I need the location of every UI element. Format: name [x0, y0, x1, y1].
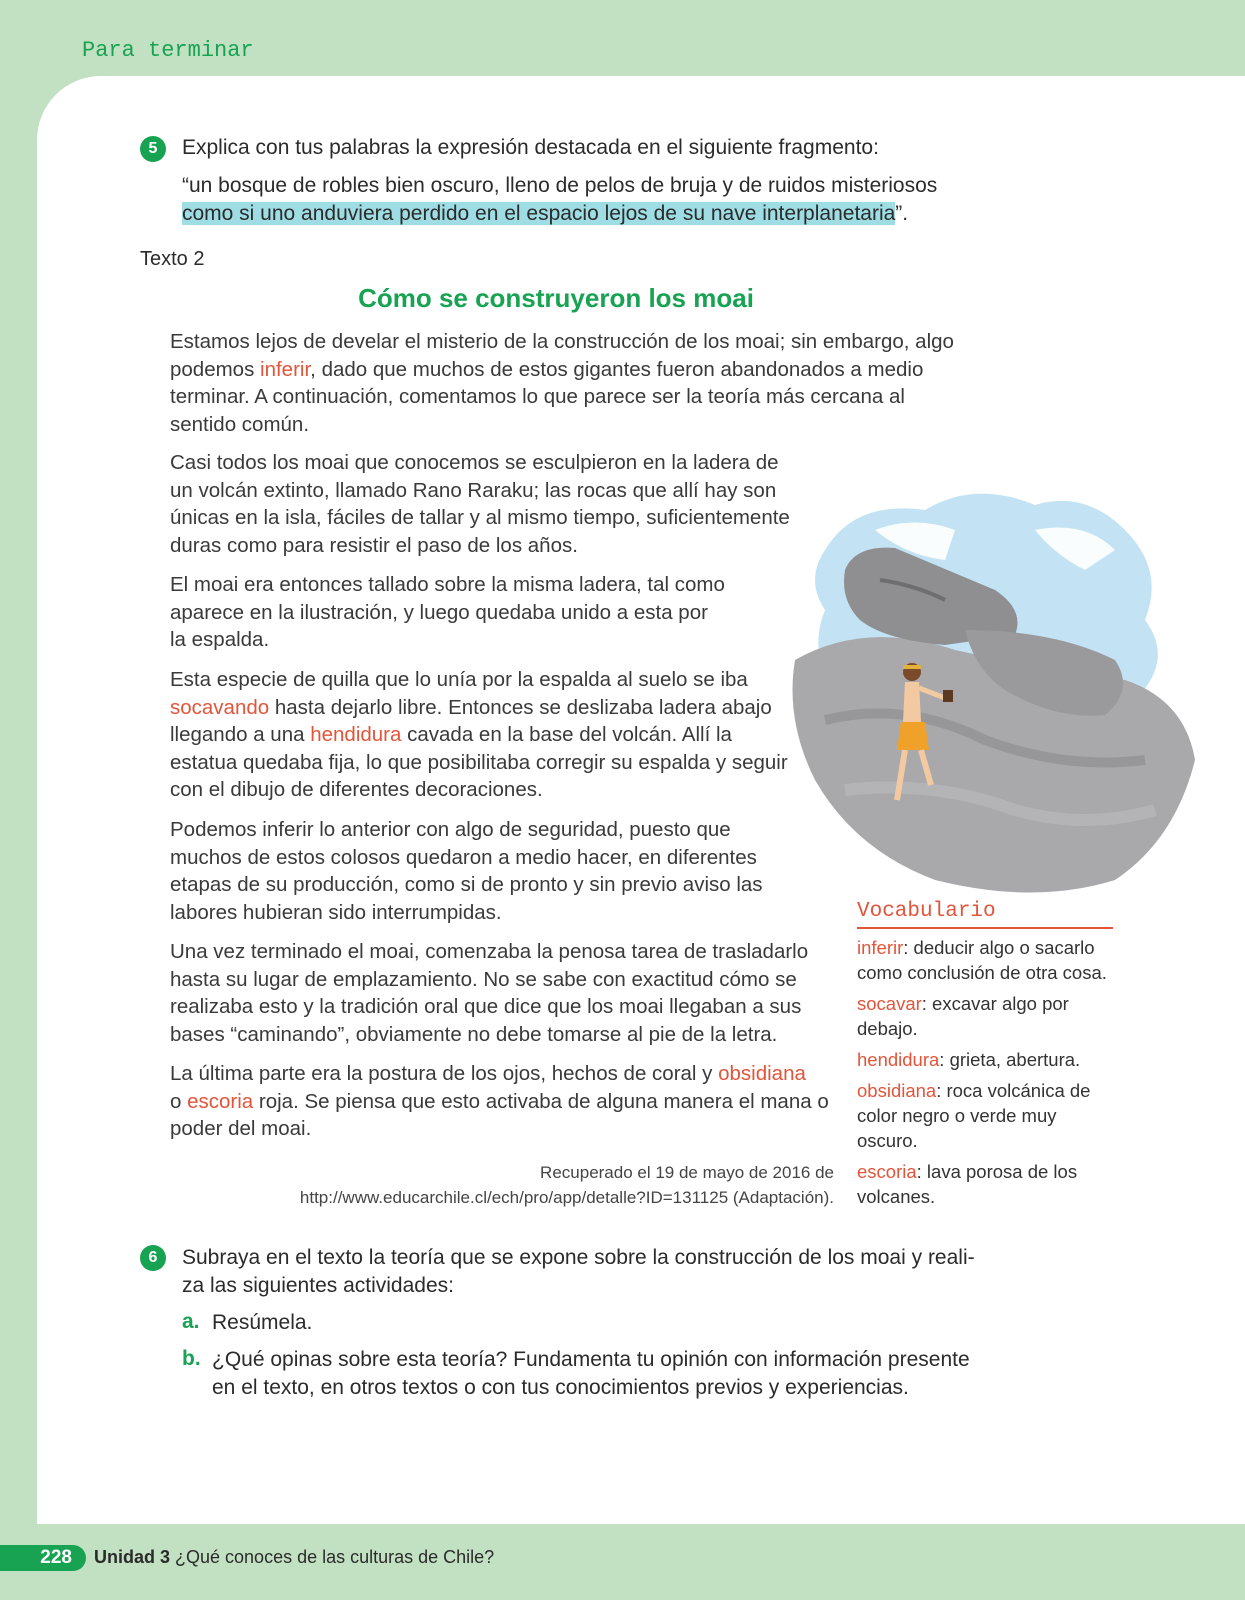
left-margin-strip — [0, 76, 14, 806]
p6-line-b: hasta su lugar de emplazamiento. No se sabe con exactitud cómo se — [170, 967, 797, 991]
paragraph-5 — [170, 816, 810, 926]
vocabulary-title: Vocabulario — [857, 900, 1113, 929]
texto-label: Texto 2 — [140, 248, 205, 270]
p4-line-a: Esta especie de quilla que lo unía por la espalda al suelo se iba — [170, 668, 748, 691]
vocab-term: obsidiana — [857, 1080, 937, 1101]
paragraph-6 — [170, 938, 830, 1048]
vocab-definition: : deducir algo o sacarlo como conclusión de otra cosa. — [857, 937, 1107, 983]
p6-line-a: Una vez terminado el moai, comenzaba la penosa tarea de trasladarlo — [170, 940, 809, 963]
p1-line-b-post: , dado que muchos de estos gigantes fueron abandonados a medio — [310, 357, 924, 381]
page-number: 228 — [0, 1545, 86, 1571]
p2-line-b: un volcán extinto, llamado Rano Raraku; las rocas que allí hay son — [170, 478, 777, 502]
p4-line-c-pre: llegando a una — [170, 723, 311, 746]
question-5-badge: 5 — [140, 136, 166, 162]
source-line-1: Recuperado el 19 de mayo de 2016 de — [540, 1163, 834, 1182]
vocab-entry-socavar — [857, 991, 1113, 1041]
p2-line-d: duras como para resistir el paso de los años. — [170, 533, 578, 557]
question-5-quote — [182, 172, 982, 228]
source-citation — [180, 1160, 834, 1210]
q6-line-2: za las siguientes actividades: — [182, 1274, 454, 1297]
source-line-2: http://www.educarchile.cl/ech/pro/app/detalle?ID=131125 (Adaptación). — [299, 1188, 834, 1207]
question-6-badge: 6 — [140, 1245, 166, 1271]
unit-label: Unidad 3 — [94, 1547, 171, 1567]
p5-line-a: Podemos inferir lo anterior con algo de seguridad, puesto que — [170, 818, 731, 841]
quote-end: ”. — [895, 202, 909, 225]
section-title: Para terminar — [82, 38, 254, 63]
vocab-term: hendidura — [857, 1049, 940, 1070]
p2-line-c: únicas en la isla, fáciles de tallar y al mismo tiempo, suficientemente — [170, 506, 790, 529]
quote-highlight: como si uno anduviera perdido en el espacio lejos de su nave interplanetaria — [182, 202, 896, 225]
unit-title: ¿Qué conoces de las culturas de Chile? — [170, 1547, 495, 1567]
p1-line-a: Estamos lejos de develar el misterio de la construcción de los moai; sin embargo, algo — [170, 330, 954, 353]
p7-line-c: poder del moai. — [170, 1117, 312, 1140]
p4-line-c-post: cavada en la base del volcán. Allí la — [401, 723, 732, 746]
p2-line-a: Casi todos los moai que conocemos se esculpieron en la ladera de — [170, 451, 779, 474]
p4-line-d: estatua quedaba fija, lo que posibilitaba corregir su espalda y seguir — [170, 750, 788, 774]
vocab-entry-hendidura — [857, 1047, 1113, 1072]
p6-line-d: bases “caminando”, obviamente no debe tomarse al pie de la letra. — [170, 1022, 778, 1046]
p4-line-e: con el dibujo de diferentes decoraciones. — [170, 778, 543, 801]
vocab-word-socavando: socavando — [170, 695, 270, 719]
p5-line-d: labores hubieran sido interrumpidas. — [170, 900, 502, 924]
q6-b-line-2: en el texto, en otros textos o con tus conocimientos previos y experiencias. — [212, 1376, 909, 1399]
question-6-prompt — [182, 1244, 982, 1300]
vocab-word-hendidura: hendidura — [310, 723, 402, 746]
p7-line-b-post: roja. Se piensa que esto activaba de alguna manera el mana o — [253, 1089, 829, 1113]
q6-b-line-1: ¿Qué opinas sobre esta teoría? Fundamenta tu opinión con información presente — [212, 1348, 970, 1371]
vocab-word-escoria: escoria — [187, 1089, 254, 1113]
p3-line-b: aparece en la ilustración, y luego quedaba unido a esta por — [170, 600, 708, 624]
vocab-definition: : excavar algo por debajo. — [857, 993, 1069, 1039]
vocab-entry-obsidiana — [857, 1078, 1113, 1153]
p1-line-b-pre: podemos — [170, 357, 261, 381]
vocab-term: socavar — [857, 993, 922, 1014]
p1-line-d: sentido común. — [170, 412, 310, 436]
footer-unit-text — [94, 1547, 494, 1568]
p6-line-c: realizaba esto y la tradición oral que dice que los moai llegaban a sus — [170, 995, 802, 1018]
p3-line-c: la espalda. — [170, 628, 270, 651]
p1-line-c: terminar. A continuación, comentamos lo que parece ser la teoría más cercana al — [170, 385, 905, 408]
p5-line-b: muchos de estos colosos quedaron a medio hacer, en diferentes — [170, 845, 757, 869]
paragraph-3 — [170, 571, 810, 654]
q6-line-1: Subraya en el texto la teoría que se expone sobre la construcción de los moai y reali- — [182, 1246, 975, 1269]
vocab-definition: : grieta, abertura. — [939, 1049, 1081, 1070]
q6-item-a-text: Resúmela. — [212, 1311, 313, 1334]
q6-item-b-letter: b. — [182, 1347, 201, 1370]
quote-start: “un bosque de robles bien oscuro, lleno de pelos de bruja y de ruidos misteriosos — [182, 174, 938, 197]
vocabulary-box — [857, 900, 1113, 1209]
p5-line-c: etapas de su producción, como si de pronto y sin previo aviso las — [170, 873, 763, 896]
vocab-term: escoria — [857, 1161, 917, 1182]
vocab-word-obsidiana: obsidiana — [718, 1062, 806, 1085]
vocab-entry-inferir — [857, 935, 1113, 985]
p3-line-a: El moai era entonces tallado sobre la misma ladera, tal como — [170, 573, 725, 596]
moai-carving-illustration — [785, 460, 1205, 910]
vocab-term: inferir — [857, 937, 904, 958]
paragraph-1 — [170, 328, 990, 438]
question-5-prompt: Explica con tus palabras la expresión destacada en el siguiente fragmento: — [182, 136, 879, 159]
article-title: Cómo se construyeron los moai — [358, 283, 754, 313]
paragraph-7 — [170, 1060, 830, 1143]
vocab-entry-escoria — [857, 1159, 1113, 1209]
p7-line-a-pre: La última parte era la postura de los ojos, hechos de coral y — [170, 1062, 719, 1085]
p4-line-b-post: hasta dejarlo libre. Entonces se deslizaba ladera abajo — [269, 695, 772, 719]
vocab-definition: : roca volcánica de color negro o verde muy oscuro. — [857, 1080, 1091, 1151]
q6-item-b-text — [212, 1346, 992, 1402]
vocab-definition: : lava porosa de los volcanes. — [857, 1161, 1078, 1207]
p7-line-b-pre: o — [170, 1089, 188, 1113]
paragraph-4 — [170, 666, 810, 804]
paragraph-2 — [170, 449, 810, 559]
q6-item-a-letter: a. — [182, 1310, 200, 1333]
vocab-word-inferir: inferir — [260, 357, 311, 381]
